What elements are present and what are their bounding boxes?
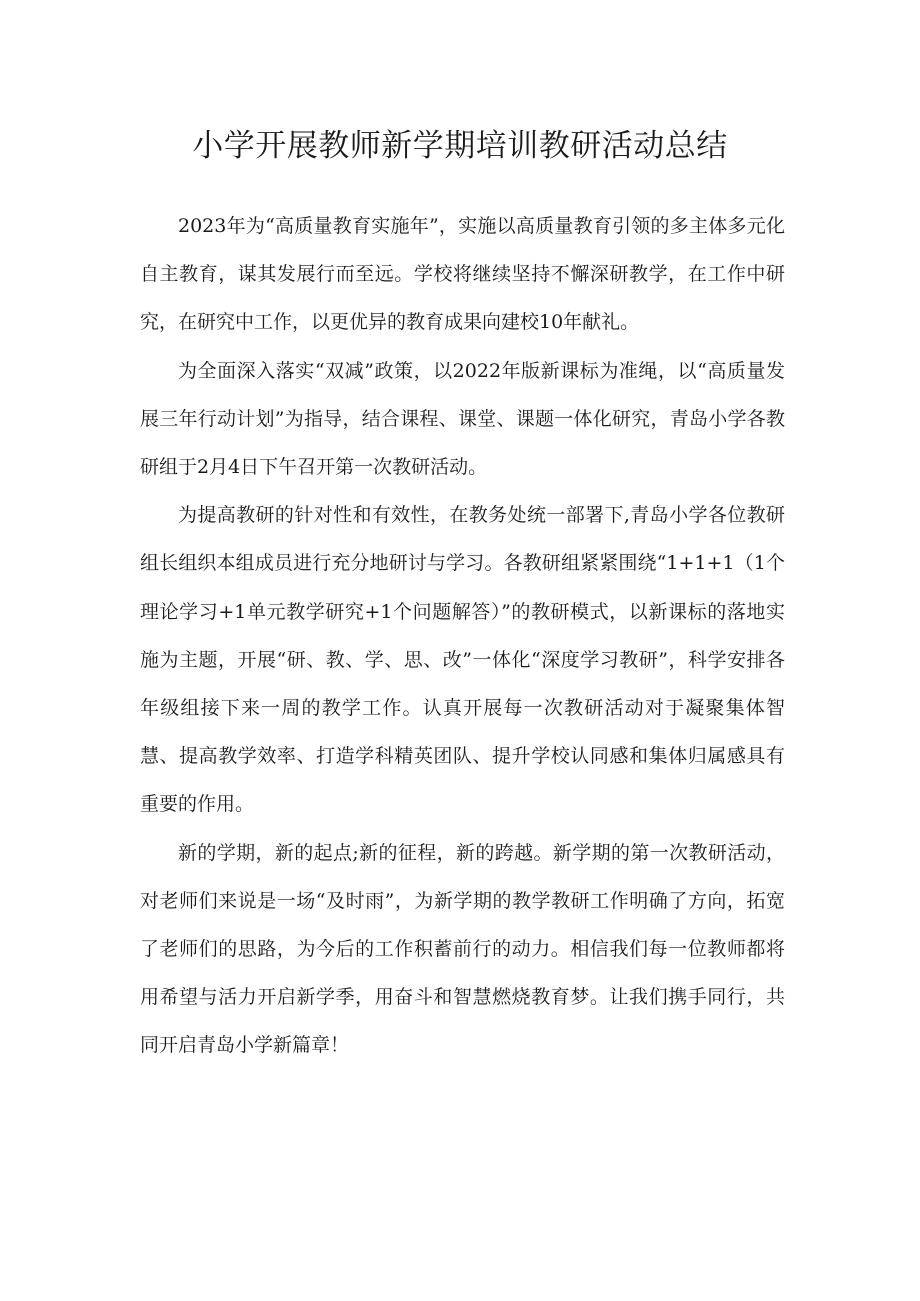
document-title: 小学开展教师新学期培训教研活动总结 — [192, 128, 728, 164]
paragraph-4: 新的学期，新的起点;新的征程，新的跨越。新学期的第一次教研活动，对老师们来说是一场“及时雨”，为新学期的教学教研工作明确了方向，拓宽了老师们的思路，为今后的工作积蓄前行的动力。相信我们每一位教师都将用希望与活力开启新学季，用奋斗和智慧燃烧教育梦。让我们携手同行，共同开启青岛小学新篇章！ — [140, 841, 785, 1057]
paragraph-3: 为提高教研的针对性和有效性，在教务处统一部署下,青岛小学各位教研组长组织本组成员进行充分地研讨与学习。各教研组紧紧围绕“1+1+1（1个理论学习+1单元教学研究+1个问题解答）”的教研模式，以新课标的落地实施为主题，开展“研、教、学、思、改”一体化“深度学习教研”，科学安排各年级组接下来一周的教学工作。认真开展每一次教研活动对于凝聚集体智慧、提高教学效率、打造学科精英团队、提升学校认同感和集体归属感具有重要的作用。 — [140, 504, 785, 816]
document-body — [140, 202, 785, 1070]
paragraph-2: 为全面深入落实“双减”政策，以2022年版新课标为准绳，以“高质量发展三年行动计划”为指导，结合课程、课堂、课题一体化研究，青岛小学各教研组于2月4日下午召开第一次教研活动。 — [140, 359, 785, 479]
paragraph-1: 2023年为“高质量教育实施年”，实施以高质量教育引领的多主体多元化自主教育，谋其发展行而至远。学校将继续坚持不懈深研教学，在工作中研究，在研究中工作，以更优异的教育成果向建校10年献礼。 — [140, 215, 785, 334]
